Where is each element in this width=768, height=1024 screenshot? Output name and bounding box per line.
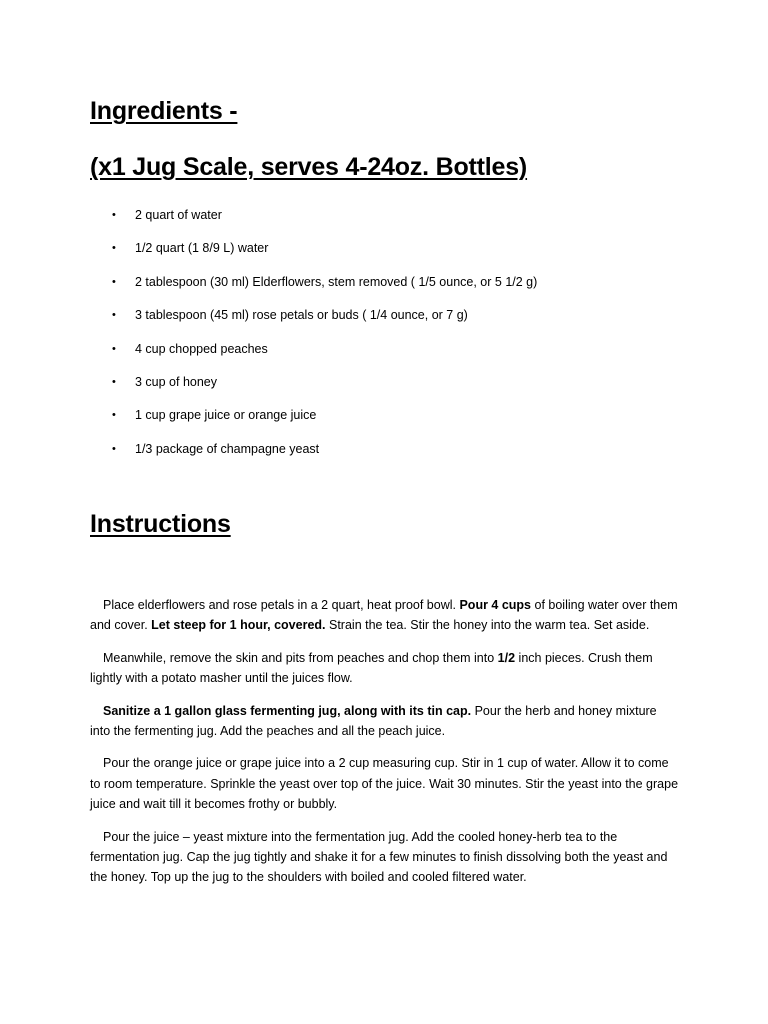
ingredient-text: 2 tablespoon (30 ml) Elderflowers, stem removed ( 1/5 ounce, or 5 1/2 g) [135, 274, 538, 289]
instruction-paragraph [90, 648, 680, 689]
bullet-icon: • [112, 409, 116, 422]
ingredients-heading: Ingredients - [90, 97, 238, 125]
instructions-heading: Instructions [90, 510, 231, 538]
instruction-text: Pour the orange juice or grape juice into a 2 cup measuring cup. Stir in 1 cup of water. Allow it to come to room temperature. Sprinkle the yeast over top of the juice. Wait 30 minutes. Stir the yeast into the grape juice and wait till it becomes frothy or bubbly. [90, 756, 679, 812]
ingredient-text: 1/3 package of champagne yeast [135, 441, 320, 456]
instruction-emphasis: Let steep for 1 hour, covered. [151, 618, 326, 633]
ingredient-text: 3 cup of honey [135, 374, 218, 389]
instruction-paragraph [90, 753, 680, 814]
instruction-paragraph [90, 827, 680, 888]
instruction-text: of boiling water over them and cover. [90, 598, 678, 633]
ingredient-text: 1 cup grape juice or orange juice [135, 408, 317, 423]
instruction-text: Strain the tea. Stir the honey into the warm tea. Set aside. [325, 618, 650, 633]
scale-heading: (x1 Jug Scale, serves 4-24oz. Bottles) [90, 153, 528, 181]
instruction-paragraph [90, 701, 680, 742]
instruction-text: Meanwhile, remove the skin and pits from peaches and chop them into [103, 650, 498, 665]
instruction-paragraph [90, 595, 680, 636]
bullet-icon: • [112, 442, 116, 455]
ingredient-text: 2 quart of water [135, 208, 222, 222]
bullet-icon: • [112, 375, 116, 388]
ingredient-text: 4 cup chopped peaches [135, 341, 268, 356]
bullet-icon: • [112, 275, 116, 288]
instruction-emphasis: 1/2 [497, 650, 516, 665]
bullet-icon: • [112, 209, 116, 221]
bullet-icon: • [112, 342, 116, 355]
ingredient-text: 1/2 quart (1 8/9 L) water [135, 241, 269, 256]
instruction-text: inch pieces. Crush them lightly with a potato masher until the juices flow. [90, 650, 653, 686]
instruction-text: Pour the juice – yeast mixture into the fermentation jug. Add the cooled honey-herb tea to the fermentation jug. Cap the jug tightly and shake it for a few minutes to finish dissolving both the yeast and the honey. Top up the jug to the shoulders with boiled and cooled filtered water. [90, 829, 668, 885]
instruction-text: Pour the herb and honey mixture into the fermenting jug. Add the peaches and all the peach juice. [90, 703, 657, 739]
bullet-icon: • [112, 309, 116, 322]
instruction-emphasis: Sanitize a 1 gallon glass fermenting jug, along with its tin cap. [103, 703, 472, 718]
bullet-icon: • [112, 242, 116, 255]
instructions-body [90, 595, 680, 900]
instruction-emphasis: Pour 4 cups [459, 598, 532, 612]
instruction-text: Place elderflowers and rose petals in a 2 quart, heat proof bowl. [103, 598, 460, 612]
ingredient-text: 3 tablespoon (45 ml) rose petals or buds ( 1/4 ounce, or 7 g) [135, 308, 468, 323]
